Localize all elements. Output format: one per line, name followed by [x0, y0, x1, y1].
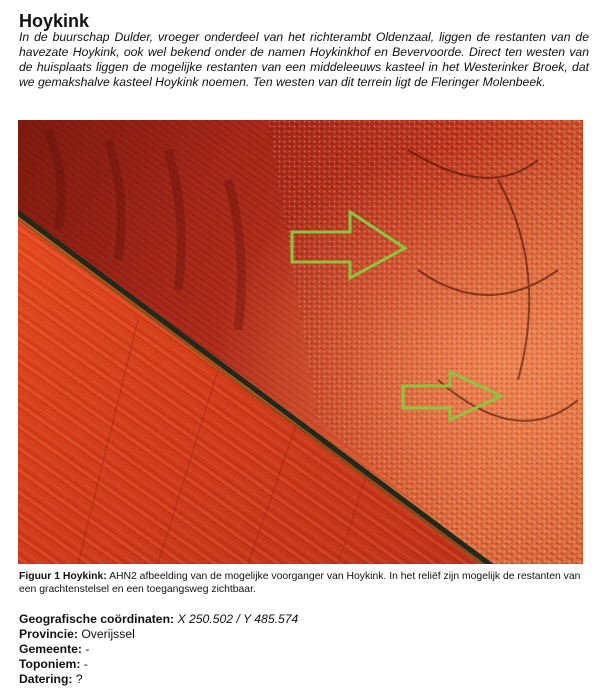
- meta-toponym: Toponiem: -: [19, 657, 88, 671]
- figure-caption-label: Figuur 1 Hoykink:: [19, 571, 107, 582]
- meta-dating: Datering: ?: [19, 672, 83, 686]
- figure-caption-text: AHN2 afbeelding van de mogelijke voorganger van Hoykink. In het reliëf zijn mogelijk de restanten van een grachtenstelsel en een toegangsweg zichtbaar.: [19, 571, 581, 595]
- meta-coordinates: Geografische coördinaten: X 250.502 / Y 485.574: [19, 612, 299, 626]
- metadata-list: [19, 612, 298, 687]
- intro-paragraph: In de buurschap Dulder, vroeger onderdeel van het richterambt Oldenzaal, liggen de restanten van de havezate Hoykink, ook wel bekend onder de namen Hoykinkhof en Bevervoorde. Direct ten westen van de huisplaats liggen de mogelijke restanten van een middeleeuws kasteel in het Westerinker Broek, dat we gemakshalve kasteel Hoykink noemen. Ten westen van dit terrein ligt de Fleringer Molenbeek.: [19, 30, 589, 89]
- relief-map-image: [18, 120, 583, 564]
- meta-municipality: Gemeente: -: [19, 642, 90, 656]
- ahn2-relief-figure: [18, 120, 583, 564]
- figure-caption: [19, 570, 591, 596]
- meta-province: Provincie: Overijssel: [19, 627, 135, 641]
- page-title: Hoykink: [19, 11, 90, 31]
